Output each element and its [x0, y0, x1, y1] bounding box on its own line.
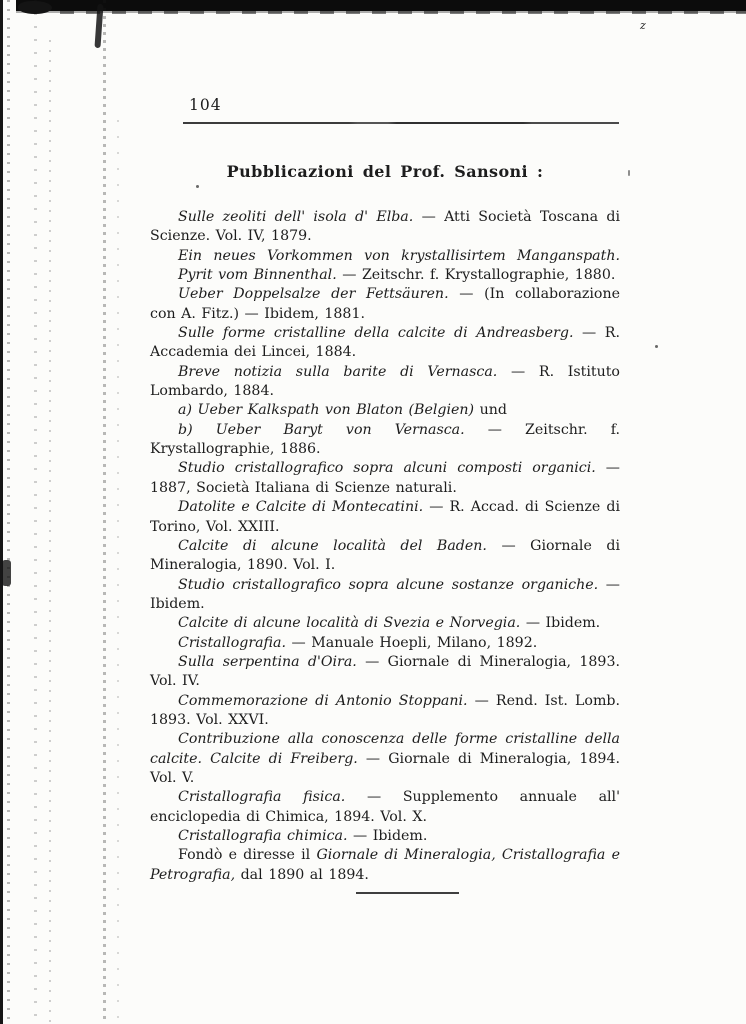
- publication-entry: [150, 208, 620, 247]
- publication-entry: [150, 324, 620, 363]
- publication-italic-run: Sulle forme cristalline della calcite di Andreasberg.: [178, 325, 574, 342]
- publication-italic-run: Ein neues Vorkommen von krystallisirtem Manganspath.: [178, 247, 620, 264]
- publication-entry: [150, 653, 620, 692]
- publication-entry: [150, 421, 620, 460]
- scan-edge-left-line: [0, 0, 3, 1024]
- publication-entry: [150, 634, 620, 653]
- publication-roman-run: — Ibidem.: [520, 615, 601, 632]
- publication-entry: [150, 846, 620, 885]
- publication-roman-run: und: [474, 402, 507, 419]
- publication-italic-run: Giornale di Mineralogia, Cristallografia e Petrografia,: [150, 847, 620, 883]
- scan-noise-strip: [7, 0, 10, 1024]
- scan-ink-blob: [18, 1, 52, 14]
- publication-italic-run: Ueber Doppelsalze der Fettsäuren.: [178, 286, 449, 303]
- scan-noise-strip: [117, 120, 119, 1024]
- publication-entry: [150, 537, 620, 576]
- publication-entry: [150, 266, 620, 285]
- header-rule: [183, 122, 619, 124]
- publication-italic-run: b) Ueber Baryt von Vernasca.: [178, 421, 465, 438]
- page-heading: Pubblicazioni del Prof. Sansoni :: [226, 162, 544, 181]
- publication-roman-run: — Supplemento annuale all' enciclopedia di Chimica, 1894. Vol. X.: [150, 789, 620, 825]
- publication-roman-run: — R. Accad. di Scienze di Torino, Vol. XXIII.: [150, 499, 620, 535]
- publication-roman-run: — Giornale di Mineralogia, 1893. Vol. IV.: [150, 653, 620, 690]
- publication-italic-run: Studio cristallografico sopra alcune sostanze organiche.: [178, 576, 599, 593]
- scan-ink-blob: [2, 560, 11, 586]
- publication-entry: [150, 285, 620, 324]
- publication-italic-run: Pyrit vom Binnenthal.: [178, 267, 337, 284]
- publication-roman-run: — (In collaborazione con A. Fitz.) — Ibidem, 1881.: [150, 286, 620, 322]
- publication-entry: [150, 498, 620, 537]
- publication-entry: [150, 459, 620, 498]
- publication-entry: [150, 247, 620, 266]
- scan-edge-top-fray: [60, 11, 746, 14]
- publication-italic-run: Cristallografia.: [178, 634, 286, 651]
- scan-noise-strip: [34, 0, 37, 1024]
- publication-roman-run: — Atti Società Toscana di Scienze. Vol. IV, 1879.: [150, 209, 620, 245]
- publication-entry: [150, 692, 620, 731]
- publication-entry: [150, 401, 620, 420]
- publication-italic-run: Datolite e Calcite di Montecatini.: [178, 499, 424, 516]
- scan-noise-strip: [49, 40, 51, 1024]
- publication-roman-run: — 1887, Società Italiana di Scienze naturali.: [150, 460, 620, 496]
- publication-roman-run: — Ibidem.: [150, 576, 620, 612]
- publication-italic-run: Commemorazione di Antonio Stoppani.: [178, 692, 468, 709]
- publication-entry: [150, 788, 620, 827]
- scan-speck: [655, 345, 658, 348]
- publication-roman-run: — Manuale Hoepli, Milano, 1892.: [286, 634, 538, 651]
- publication-italic-run: Sulle zeoliti dell' isola d' Elba.: [178, 209, 414, 225]
- publication-roman-run: — Giornale di Mineralogia, 1890. Vol. I.: [150, 537, 620, 574]
- publication-italic-run: Calcite di alcune località di Svezia e Norvegia.: [178, 615, 521, 632]
- publication-roman-run: — R. Accademia dei Lincei, 1884.: [150, 325, 620, 361]
- publication-italic-run: a) Ueber Kalkspath von Blaton (Belgien): [178, 402, 475, 419]
- stray-ink-mark: z: [640, 19, 646, 32]
- publication-list: [150, 208, 620, 885]
- publication-italic-run: Cristallografia chimica.: [178, 828, 348, 844]
- publication-roman-run: — Giornale di Mineralogia, 1894. Vol. V.: [150, 750, 620, 786]
- publication-italic-run: Sulla serpentina d'Oira.: [178, 653, 357, 670]
- publication-entry: [150, 614, 620, 633]
- scan-edge-top-band: [16, 0, 746, 11]
- scan-speck: [628, 170, 630, 176]
- publication-roman-run: dal 1890 al 1894.: [235, 866, 369, 883]
- publication-entry: [150, 363, 620, 402]
- publication-roman-run: — Ibidem.: [347, 828, 428, 844]
- publication-roman-run: — Zeitschr. f. Krystallographie, 1886.: [150, 421, 621, 458]
- publication-italic-run: Studio cristallografico sopra alcuni composti organici.: [178, 460, 596, 477]
- publication-roman-run: Fondò e diresse il: [178, 847, 317, 864]
- publication-italic-run: Breve notizia sulla barite di Vernasca.: [178, 363, 498, 380]
- publication-roman-run: — Rend. Ist. Lomb. 1893. Vol. XXVI.: [150, 692, 620, 728]
- scan-noise-strip: [103, 0, 106, 1024]
- page-content: [150, 162, 620, 885]
- publication-roman-run: — Zeitschr. f. Krystallographie, 1880.: [336, 267, 616, 284]
- publication-entry: [150, 730, 620, 788]
- publication-entry: [150, 576, 620, 615]
- publication-italic-run: Contribuzione alla conoscenza delle forme cristalline della calcite. Calcite di Freiberg.: [150, 731, 620, 767]
- publication-italic-run: Calcite di alcune località del Baden.: [178, 537, 487, 554]
- footer-rule: [356, 892, 459, 894]
- publication-roman-run: — R. Istituto Lombardo, 1884.: [150, 363, 620, 400]
- publication-italic-run: Cristallografia fisica.: [178, 789, 346, 806]
- publication-entry: [150, 827, 620, 846]
- page-number: 104: [189, 96, 222, 114]
